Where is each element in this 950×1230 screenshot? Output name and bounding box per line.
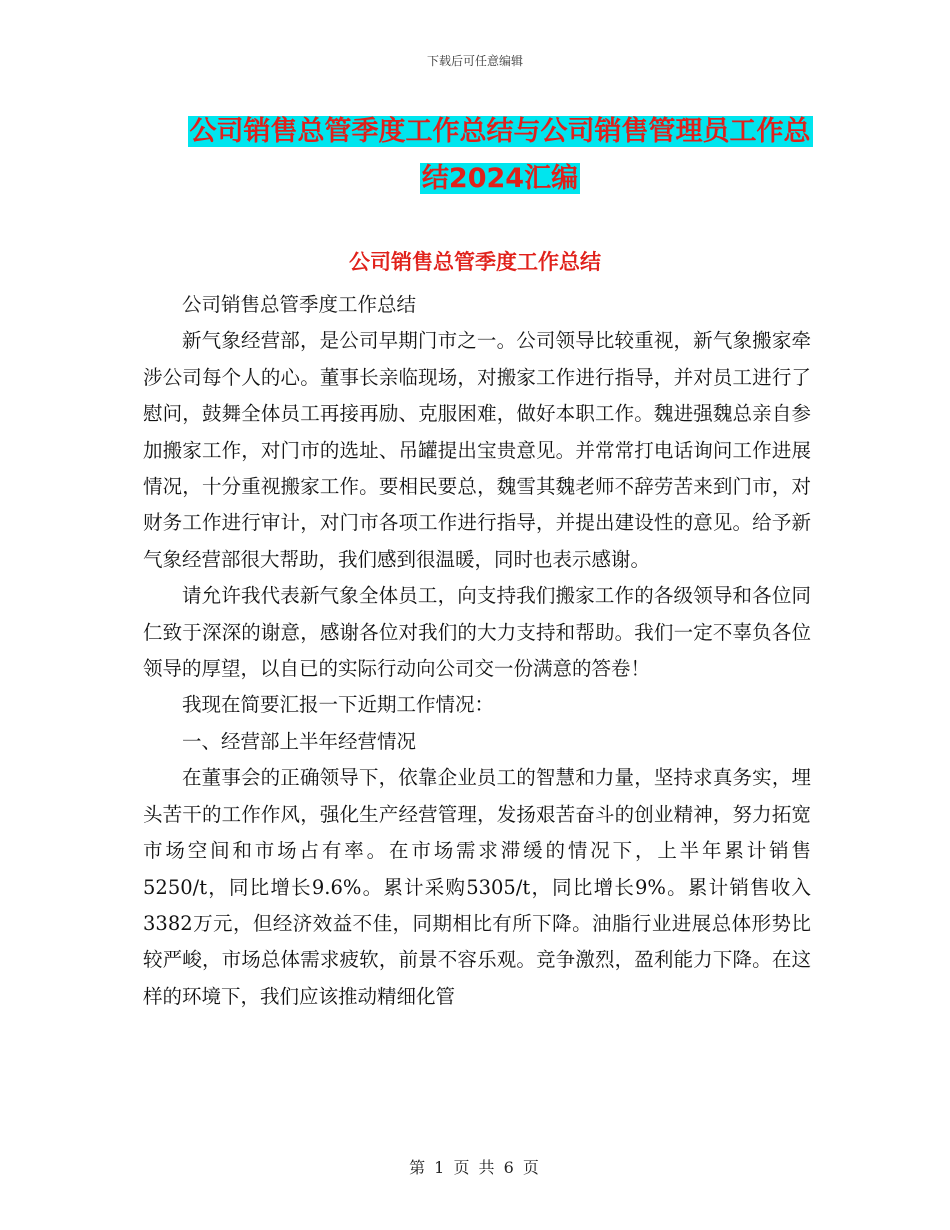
paragraph: 公司销售总管季度工作总结 bbox=[182, 293, 417, 316]
paragraph: 一、经营部上半年经营情况 bbox=[182, 729, 417, 753]
document-title-line-1: 公司销售总管季度工作总结与公司销售管理员工作总 bbox=[189, 116, 811, 147]
page-number-footer: 第 1 页 共 6 页 bbox=[409, 1158, 541, 1177]
page-header-note: 下载后可任意编辑 bbox=[426, 54, 523, 68]
document-title bbox=[150, 108, 850, 202]
document-body bbox=[143, 287, 811, 1015]
paragraph: 在董事会的正确领导下，依靠企业员工的智慧和力量，坚持求真务实，埋头苦干的工作作风，强化生产经营管理，发扬艰苦奋斗的创业精神，努力拓宽市场空间和市场占有率。在市场需求滞缓的情况下，上半年累计销售5250/t，同比增长9.6%。累计采购5305/t，同比增长9%。累计销售收入3382万元，但经济效益不佳，同期相比有所下降。油脂行业进展总体形势比较严峻，市场总体需求疲软，前景不容乐观。竞争激烈，盈利能力下降。在这样的环境下，我们应该推动精细化管 bbox=[143, 766, 811, 1008]
document-title-line-2: 结2024汇编 bbox=[421, 163, 579, 194]
section-title: 公司销售总管季度工作总结 bbox=[349, 250, 601, 274]
paragraph: 请允许我代表新气象全体员工，向支持我们搬家工作的各级领导和各位同仁致于深深的谢意，感谢各位对我们的大力支持和帮助。我们一定不辜负各位领导的厚望，以自已的实际行动向公司交一份满意的答卷！ bbox=[143, 584, 811, 681]
paragraph: 新气象经营部，是公司早期门市之一。公司领导比较重视，新气象搬家牵涉公司每个人的心。董事长亲临现场，对搬家工作进行指导，并对员工进行了慰问，鼓舞全体员工再接再励、克服困难，做好本职工作。魏进强魏总亲自参加搬家工作，对门市的选址、吊罐提出宝贵意见。并常常打电话询问工作进展情况，十分重视搬家工作。要相民要总，魏雪其魏老师不辞劳苦来到门市，对财务工作进行审计，对门市各项工作进行指导，并提出建设性的意见。给予新气象经营部很大帮助，我们感到很温暖，同时也表示感谢。 bbox=[143, 329, 811, 571]
paragraph: 我现在简要汇报一下近期工作情况： bbox=[182, 693, 495, 717]
